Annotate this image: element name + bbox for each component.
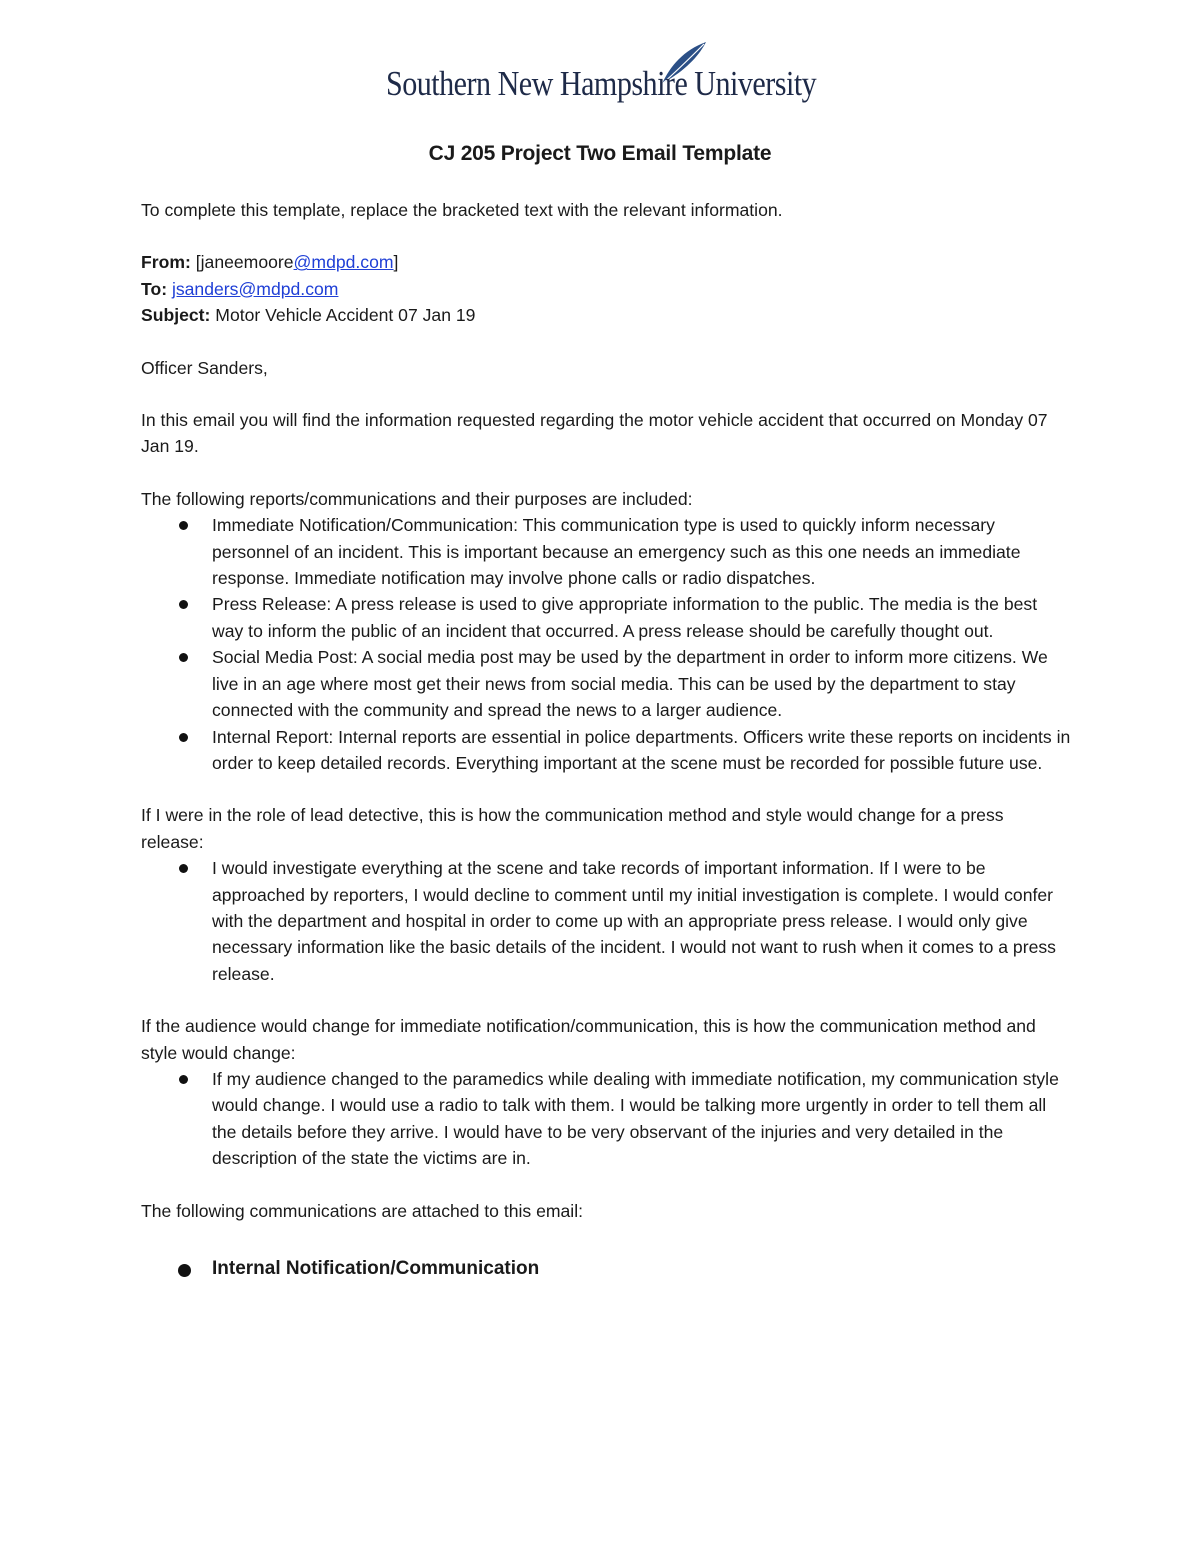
from-email-link[interactable]: @mdpd.com (293, 252, 394, 273)
university-logo (386, 40, 816, 112)
list-item: If my audience changed to the paramedics while dealing with immediate notification, my communication style would change. I would use a radio to talk with them. I would be talking more urgently in order to tell them all the details before they arrive. I would have to be very observant of the injuries and very detailed in the description of the state the victims are in. (141, 1066, 1071, 1172)
reports-intro: The following reports/communications and their purposes are included: (141, 488, 693, 509)
greeting-text: Officer Sanders, (141, 357, 268, 378)
attachments-intro: The following communications are attached to this email: (141, 1200, 584, 1221)
to-email-link[interactable]: jsanders@mdpd.com (171, 278, 339, 299)
logo-wordmark: Southern New Hampshire University (386, 64, 817, 103)
bullet-icon (179, 1075, 188, 1084)
bullet-icon (179, 600, 188, 609)
lead-detective-intro: If I were in the role of lead detective, this is how the communication method and style would change for a press release: (141, 805, 1004, 852)
intro-paragraph: In this email you will find the information requested regarding the motor vehicle accident that occurred on Monday 07 Jan 19. (141, 410, 1048, 457)
bullet-icon (178, 1264, 191, 1277)
subject-label: Subject: (141, 305, 211, 326)
list-item: Press Release: A press release is used to give appropriate information to the public. The media is the best way to inform the public of an incident that occurred. A press release should be carefully thought out. (141, 591, 1071, 644)
bullet-icon (179, 864, 188, 873)
from-suffix: ] (393, 252, 399, 273)
to-label: To: (141, 278, 168, 299)
list-item: Internal Report: Internal reports are essential in police departments. Officers write these reports on incidents in order to keep detailed records. Everything important at the scene must be recorded for possible future use. (141, 724, 1071, 777)
from-label: From: (141, 252, 191, 273)
subject-line (141, 302, 1071, 328)
lead-detective-list (141, 855, 1071, 987)
email-body (141, 197, 1071, 1284)
from-prefix: [janeemoore (195, 252, 294, 273)
list-item: Social Media Post: A social media post may be used by the department in order to inform more citizens. We live in an age where most get their news from social media. This can be used by the department to stay connected with the community and spread the news to a larger audience. (141, 644, 1071, 723)
from-line (141, 249, 1071, 275)
bullet-icon (179, 653, 188, 662)
audience-list (141, 1066, 1071, 1172)
bullet-icon (179, 521, 188, 530)
page-title: CJ 205 Project Two Email Template (428, 142, 772, 165)
bullet-icon (179, 733, 188, 742)
subject-value: Motor Vehicle Accident 07 Jan 19 (215, 305, 476, 326)
instructions-text: To complete this template, replace the bracketed text with the relevant information. (141, 200, 783, 220)
attachment-heading: Internal Notification/Communication (141, 1254, 1071, 1284)
list-item: I would investigate everything at the scene and take records of important information. If I were to be approached by reporters, I would decline to comment until my initial investigation is complete. I would confer with the department and hospital in order to come up with an appropriate press release. I would only give necessary information like the basic details of the incident. I would not want to rush when it comes to a press release. (141, 855, 1071, 987)
list-item: Immediate Notification/Communication: This communication type is used to quickly inform necessary personnel of an incident. This is important because an emergency such as this one needs an immediate response. Immediate notification may involve phone calls or radio dispatches. (141, 512, 1071, 591)
to-line (141, 276, 1071, 302)
audience-intro: If the audience would change for immediate notification/communication, this is how the communication method and style would change: (141, 1016, 1036, 1063)
reports-list (141, 512, 1071, 776)
